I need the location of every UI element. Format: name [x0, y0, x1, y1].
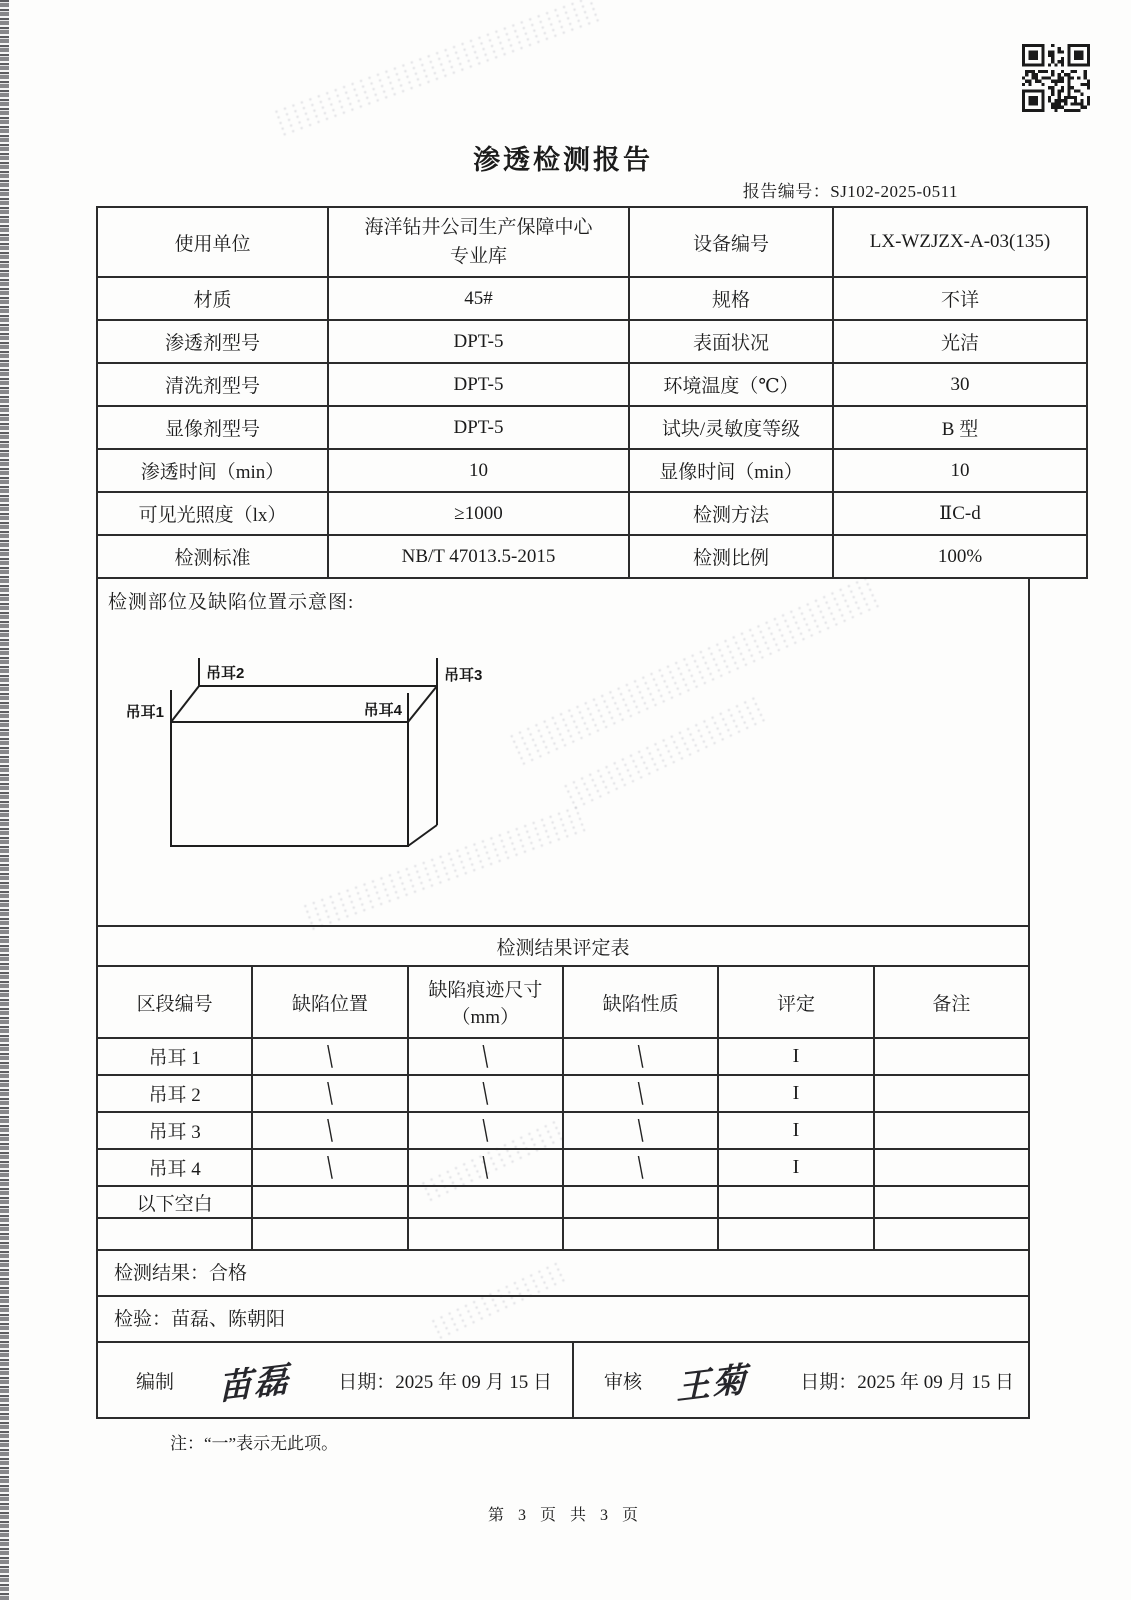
- table-row: [97, 492, 1087, 535]
- info-label: 试块/灵敏度等级: [629, 406, 833, 449]
- defect-position-cell: [252, 1038, 407, 1075]
- signoff-row: [96, 1343, 1030, 1419]
- report-number: [96, 177, 1030, 202]
- segment-cell: 吊耳 4: [97, 1149, 252, 1186]
- defect-nature-cell: [563, 1186, 718, 1218]
- defect-nature-cell: [563, 1038, 718, 1075]
- table-row: [97, 320, 1087, 363]
- defect-location-diagram-section: [96, 579, 1030, 927]
- table-row: [97, 277, 1087, 320]
- remark-cell: [874, 1038, 1029, 1075]
- inspector-label: 检验：: [114, 1309, 172, 1330]
- table-row: [97, 1112, 1029, 1149]
- defect-position-cell: [252, 1186, 407, 1218]
- table-row: [97, 1075, 1029, 1112]
- none-mark: \: [482, 1114, 489, 1147]
- grade-cell: I: [718, 1149, 873, 1186]
- result-table-title: 检测结果评定表: [97, 926, 1029, 966]
- table-row: [97, 1149, 1029, 1186]
- test-result-label: 检测结果：: [114, 1263, 210, 1284]
- table-row: [97, 1038, 1029, 1075]
- info-label: 可见光照度（lx）: [97, 492, 328, 535]
- inspector-row: [96, 1297, 1030, 1343]
- segment-cell: [97, 1218, 252, 1250]
- reviewed-date: [800, 1367, 1014, 1394]
- column-header-line1: 缺陷痕迹尺寸: [428, 980, 543, 1001]
- table-row: [97, 926, 1029, 966]
- info-value: DPT-5: [328, 406, 629, 449]
- test-result-value: 合格: [209, 1263, 248, 1284]
- none-mark: \: [327, 1114, 333, 1147]
- segment-cell: 吊耳 2: [97, 1075, 252, 1112]
- remark-cell: [874, 1186, 1029, 1218]
- scan-edge-artifact: [0, 0, 9, 1600]
- prepared-by-cell: [98, 1343, 572, 1417]
- none-mark: \: [637, 1151, 644, 1184]
- page-title: 渗透检测报告: [473, 145, 653, 175]
- grade-cell: I: [718, 1075, 873, 1112]
- scan-artifact: [275, 0, 605, 139]
- info-label: 渗透时间（min）: [97, 449, 328, 492]
- page-number: 第 3 页 共 3 页: [487, 1507, 643, 1524]
- none-mark: \: [327, 1040, 333, 1073]
- result-evaluation-table: [96, 925, 1030, 1251]
- column-header: 备注: [874, 966, 1029, 1038]
- defect-position-cell: [252, 1112, 407, 1149]
- info-value: 不详: [833, 277, 1087, 320]
- report-number-label: 报告编号：: [742, 182, 831, 201]
- date-value: 2025 年 09 月 15 日: [857, 1371, 1014, 1393]
- info-label: 规格: [629, 277, 833, 320]
- info-table: [96, 206, 1088, 579]
- none-mark: \: [327, 1151, 333, 1184]
- remark-cell: [874, 1149, 1029, 1186]
- none-mark: \: [637, 1040, 644, 1073]
- info-value: 45#: [328, 277, 629, 320]
- grade-cell: I: [718, 1112, 873, 1149]
- info-value: 10: [328, 449, 629, 492]
- remark-cell: [874, 1075, 1029, 1112]
- info-label: 显像剂型号: [97, 406, 328, 449]
- lug-label-4: 吊耳4: [363, 702, 402, 719]
- segment-cell: 吊耳 3: [97, 1112, 252, 1149]
- info-value: 30: [833, 363, 1087, 406]
- table-row: [97, 406, 1087, 449]
- info-label: 使用单位: [97, 207, 328, 277]
- inspector-names: 苗磊、陈朝阳: [171, 1309, 286, 1330]
- date-value: 2025 年 09 月 15 日: [395, 1371, 552, 1393]
- defect-size-cell: [408, 1186, 563, 1218]
- grade-cell: [718, 1218, 873, 1250]
- info-value: B 型: [833, 406, 1087, 449]
- defect-position-cell: [252, 1149, 407, 1186]
- info-label: 显像时间（min）: [629, 449, 833, 492]
- lifting-lug-box-diagram: [98, 619, 1032, 919]
- none-mark: \: [482, 1077, 489, 1110]
- info-label: 材质: [97, 277, 328, 320]
- info-label: 检测标准: [97, 535, 328, 578]
- defect-nature-cell: [563, 1075, 718, 1112]
- grade-cell: [718, 1186, 873, 1218]
- lug-label-2: 吊耳2: [206, 665, 245, 682]
- defect-nature-cell: [563, 1149, 718, 1186]
- defect-size-cell: [408, 1218, 563, 1250]
- defect-size-cell: [408, 1149, 563, 1186]
- date-label: 日期：: [338, 1371, 396, 1393]
- column-header: [408, 966, 563, 1038]
- info-label: 环境温度（℃）: [629, 363, 833, 406]
- info-value: 100%: [833, 535, 1087, 578]
- none-mark: \: [482, 1151, 489, 1184]
- info-value: 光洁: [833, 320, 1087, 363]
- reviewed-by-cell: [572, 1343, 1028, 1417]
- none-mark: \: [637, 1077, 644, 1110]
- table-row: [97, 449, 1087, 492]
- info-value: LX-WZJZX-A-03(135): [833, 207, 1087, 277]
- defect-position-cell: [252, 1075, 407, 1112]
- lug-label-1: 吊耳1: [125, 704, 164, 721]
- column-header: 缺陷性质: [563, 966, 718, 1038]
- date-label: 日期：: [800, 1371, 858, 1393]
- reviewed-by-label: 审核: [604, 1371, 643, 1393]
- report-body: [96, 206, 1051, 1454]
- table-row: [97, 1218, 1029, 1250]
- grade-cell: I: [718, 1038, 873, 1075]
- info-label: 设备编号: [629, 207, 833, 277]
- info-value: DPT-5: [328, 363, 629, 406]
- info-value: ⅡC-d: [833, 492, 1087, 535]
- diagram-section-title: 检测部位及缺陷位置示意图:: [108, 592, 355, 613]
- lug-label-3: 吊耳3: [444, 667, 483, 684]
- remark-cell: [874, 1112, 1029, 1149]
- table-row: [97, 363, 1087, 406]
- info-label: 检测比例: [629, 535, 833, 578]
- column-header: 评定: [718, 966, 873, 1038]
- table-row: [97, 966, 1029, 1038]
- table-row: [97, 1186, 1029, 1218]
- info-label: 渗透剂型号: [97, 320, 328, 363]
- column-header: 区段编号: [97, 966, 252, 1038]
- info-label: 检测方法: [629, 492, 833, 535]
- prepared-signature: 苗磊: [217, 1359, 291, 1409]
- none-mark: \: [327, 1077, 333, 1110]
- reviewed-signature: 王菊: [675, 1359, 749, 1409]
- prepared-date: [338, 1367, 552, 1394]
- info-label: 表面状况: [629, 320, 833, 363]
- defect-nature-cell: [563, 1218, 718, 1250]
- info-label: 清洗剂型号: [97, 363, 328, 406]
- info-value: ≥1000: [328, 492, 629, 535]
- defect-size-cell: [408, 1038, 563, 1075]
- info-value: 海洋钻井公司生产保障中心专业库: [328, 207, 629, 277]
- remark-cell: [874, 1218, 1029, 1250]
- info-value: DPT-5: [328, 320, 629, 363]
- segment-cell: 以下空白: [97, 1186, 252, 1218]
- defect-nature-cell: [563, 1112, 718, 1149]
- info-value: NB/T 47013.5-2015: [328, 535, 629, 578]
- test-result-row: [96, 1251, 1030, 1297]
- none-mark: \: [637, 1114, 644, 1147]
- defect-size-cell: [408, 1112, 563, 1149]
- prepared-by-label: 编制: [136, 1371, 175, 1393]
- defect-position-cell: [252, 1218, 407, 1250]
- qr-code-icon: [1021, 44, 1091, 112]
- column-header: 缺陷位置: [252, 966, 407, 1038]
- table-row: [97, 535, 1087, 578]
- report-number-value: SJ102-2025-0511: [830, 182, 958, 201]
- none-mark: \: [482, 1040, 489, 1073]
- segment-cell: 吊耳 1: [97, 1038, 252, 1075]
- column-header-line2: （mm）: [451, 1007, 520, 1028]
- footnote: 注：“一”表示无此项。: [170, 1434, 339, 1453]
- table-row: [97, 207, 1087, 277]
- defect-size-cell: [408, 1075, 563, 1112]
- info-value: 10: [833, 449, 1087, 492]
